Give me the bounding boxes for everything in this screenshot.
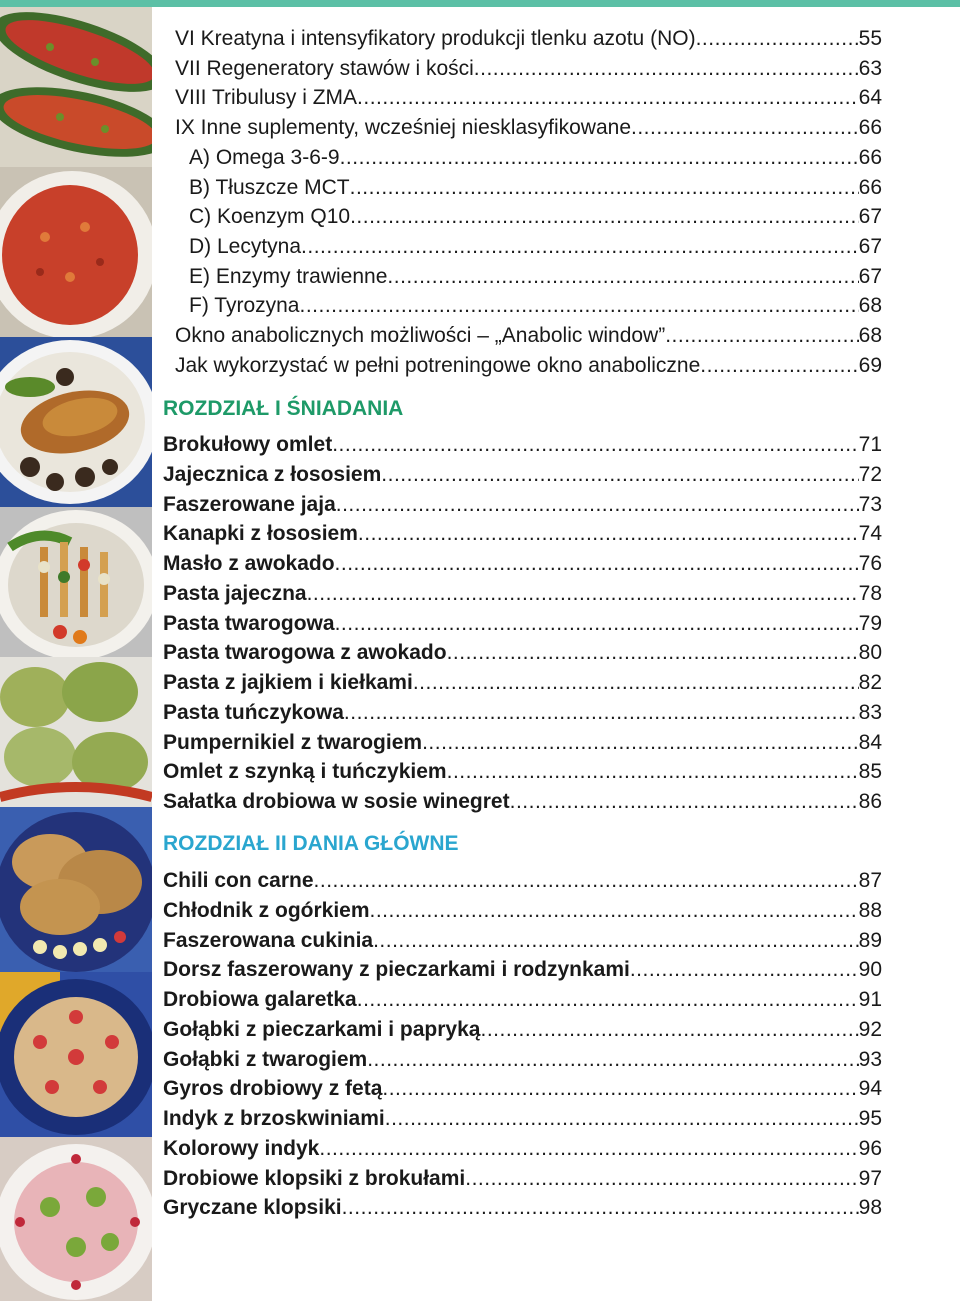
dot-leader xyxy=(335,551,859,577)
entry-title: Faszerowana cukinia xyxy=(163,928,374,952)
entry-title: Drobiowa galaretka xyxy=(163,988,357,1011)
entry-title: Dorsz faszerowany z pieczarkami i rodzynkami xyxy=(163,958,630,982)
entry-page-number: 63 xyxy=(858,56,882,80)
entry-title: Masło z awokado xyxy=(163,552,335,575)
entry-title: Jak wykorzystać w pełni potreningowe okno anaboliczne xyxy=(175,353,701,377)
entry-page-number: 66 xyxy=(858,175,882,199)
toc-entry[interactable] xyxy=(189,234,882,260)
entry-page-number: 90 xyxy=(858,958,882,982)
recipe-entry[interactable] xyxy=(163,868,882,894)
recipe-entry[interactable] xyxy=(163,1047,882,1073)
toc-entry[interactable] xyxy=(189,204,882,230)
entry-title: IX Inne suplementy, wcześniej niesklasyfikowane xyxy=(175,116,632,140)
entry-title: Pasta twarogowa xyxy=(163,611,335,635)
entry-page-number: 87 xyxy=(858,869,882,892)
dot-leader xyxy=(465,1166,858,1192)
entry-title: D) Lecytyna xyxy=(189,234,302,258)
entry-page-number: 66 xyxy=(858,145,882,169)
entry-title: VIII Tribulusy i ZMA xyxy=(175,86,358,110)
recipe-entry[interactable] xyxy=(163,1195,882,1221)
dot-leader xyxy=(340,145,859,171)
entry-page-number: 96 xyxy=(858,1136,882,1160)
entry-title: Omlet z szynką i tuńczykiem xyxy=(163,760,447,784)
dot-leader xyxy=(631,115,859,141)
dot-leader xyxy=(385,1106,859,1132)
recipe-entry[interactable] xyxy=(163,462,882,488)
entry-page-number: 93 xyxy=(858,1047,882,1071)
toc-entry[interactable] xyxy=(189,175,882,201)
dot-leader xyxy=(358,521,859,547)
entry-title: Kolorowy indyk xyxy=(163,1136,320,1160)
entry-title: Pasta twarogowa z awokado xyxy=(163,641,447,665)
entry-title: B) Tłuszcze MCT xyxy=(189,175,350,199)
entry-title: Pasta tuńczykowa xyxy=(163,700,344,724)
entry-title: Faszerowane jaja xyxy=(163,492,336,516)
recipe-entry[interactable] xyxy=(163,700,882,726)
entry-page-number: 55 xyxy=(858,27,882,50)
entry-title: VI Kreatyna i intensyfikatory produkcji tlenku azotu (NO) xyxy=(175,27,696,50)
dot-leader xyxy=(387,264,858,290)
recipe-entry[interactable] xyxy=(163,432,882,458)
toc-entry[interactable] xyxy=(175,26,882,52)
entry-page-number: 67 xyxy=(858,234,882,258)
entry-title: Kanapki z łososiem xyxy=(163,522,358,546)
recipe-entry[interactable] xyxy=(163,551,882,577)
entry-page-number: 85 xyxy=(858,760,882,784)
chapter-2-heading: ROZDZIAŁ II DANIA GŁÓWNE xyxy=(163,832,459,855)
dot-leader xyxy=(447,759,859,785)
recipe-entry[interactable] xyxy=(163,898,882,924)
dot-leader xyxy=(700,353,858,379)
dot-leader xyxy=(373,928,859,954)
dot-leader xyxy=(332,432,858,458)
entry-page-number: 74 xyxy=(858,522,882,546)
entry-title: Gołąbki z twarogiem xyxy=(163,1047,368,1071)
recipe-entry[interactable] xyxy=(163,521,882,547)
recipe-entry[interactable] xyxy=(163,492,882,518)
dot-leader xyxy=(307,581,859,607)
entry-page-number: 76 xyxy=(858,552,882,575)
entry-title: Gołąbki z pieczarkami i papryką xyxy=(163,1017,481,1041)
recipe-entry[interactable] xyxy=(163,1017,882,1043)
entry-page-number: 68 xyxy=(858,324,882,347)
dot-leader xyxy=(350,204,859,230)
toc-entry[interactable] xyxy=(189,264,882,290)
entry-page-number: 72 xyxy=(858,462,882,486)
dot-leader xyxy=(319,1136,858,1162)
dot-leader xyxy=(480,1017,858,1043)
entry-page-number: 92 xyxy=(858,1017,882,1041)
entry-title: Chłodnik z ogórkiem xyxy=(163,898,370,922)
entry-title: Indyk z brzoskwiniami xyxy=(163,1107,385,1130)
dot-leader xyxy=(336,492,859,518)
entry-title: Brokułowy omlet xyxy=(163,433,333,456)
entry-title: Pumpernikiel z twarogiem xyxy=(163,730,423,754)
dot-leader xyxy=(301,234,859,260)
entry-page-number: 68 xyxy=(858,294,882,318)
dot-leader xyxy=(357,85,859,111)
entry-title: A) Omega 3-6-9 xyxy=(189,145,340,169)
dot-leader xyxy=(370,898,859,924)
entry-page-number: 71 xyxy=(858,433,882,456)
recipe-entry[interactable] xyxy=(163,1106,882,1132)
entry-page-number: 64 xyxy=(858,86,882,110)
dot-leader xyxy=(630,957,859,983)
recipe-entry[interactable] xyxy=(163,1076,882,1102)
entry-page-number: 78 xyxy=(858,581,882,605)
entry-page-number: 97 xyxy=(858,1166,882,1190)
entry-title: Chili con carne xyxy=(163,869,314,892)
toc-entry[interactable] xyxy=(175,115,882,141)
entry-page-number: 84 xyxy=(858,730,882,754)
entry-page-number: 89 xyxy=(858,928,882,952)
recipe-entry[interactable] xyxy=(163,581,882,607)
recipe-entry[interactable] xyxy=(163,670,882,696)
toc-entry[interactable] xyxy=(189,145,882,171)
dot-leader xyxy=(381,462,858,488)
entry-page-number: 94 xyxy=(858,1077,882,1101)
entry-title: Sałatka drobiowa w sosie winegret xyxy=(163,790,510,813)
toc-entry[interactable] xyxy=(175,353,882,379)
entry-page-number: 86 xyxy=(858,790,882,813)
entry-page-number: 91 xyxy=(858,988,882,1011)
entry-page-number: 95 xyxy=(858,1107,882,1130)
entry-title: Gryczane klopsiki xyxy=(163,1196,342,1220)
recipe-entry[interactable] xyxy=(163,640,882,666)
entry-page-number: 83 xyxy=(858,700,882,724)
dot-leader xyxy=(299,293,858,319)
entry-title: Okno anabolicznych możliwości – „Anabolic window” xyxy=(175,324,666,347)
entry-title: F) Tyrozyna xyxy=(189,294,300,318)
dot-leader xyxy=(350,175,859,201)
chapter-1-heading: ROZDZIAŁ I ŚNIADANIA xyxy=(163,397,404,420)
recipe-entry[interactable] xyxy=(163,789,882,815)
recipe-entry[interactable] xyxy=(163,611,882,637)
toc-entry[interactable] xyxy=(175,85,882,111)
entry-page-number: 67 xyxy=(858,264,882,288)
dot-leader xyxy=(344,700,859,726)
recipe-entry[interactable] xyxy=(163,987,882,1013)
toc-entry[interactable] xyxy=(189,293,882,319)
entry-page-number: 73 xyxy=(858,492,882,516)
toc-entry[interactable] xyxy=(175,56,882,82)
dot-leader xyxy=(382,1076,858,1102)
entry-title: Drobiowe klopsiki z brokułami xyxy=(163,1166,466,1190)
entry-page-number: 82 xyxy=(858,671,882,694)
entry-page-number: 80 xyxy=(858,641,882,665)
entry-page-number: 66 xyxy=(858,116,882,140)
entry-title: VII Regeneratory stawów i kości xyxy=(175,56,474,80)
dot-leader xyxy=(696,26,859,52)
dot-leader xyxy=(314,868,859,894)
dot-leader xyxy=(510,789,859,815)
dot-leader xyxy=(474,56,859,82)
recipe-entry[interactable] xyxy=(163,730,882,756)
entry-page-number: 79 xyxy=(858,611,882,635)
entry-title: E) Enzymy trawienne xyxy=(189,264,388,288)
recipe-entry[interactable] xyxy=(163,1136,882,1162)
entry-page-number: 88 xyxy=(858,898,882,922)
entry-title: Pasta jajeczna xyxy=(163,581,307,605)
dot-leader xyxy=(335,611,859,637)
entry-page-number: 98 xyxy=(858,1196,882,1220)
entry-page-number: 67 xyxy=(858,205,882,229)
entry-title: Gyros drobiowy z fetą xyxy=(163,1077,383,1101)
entry-title: C) Koenzym Q10 xyxy=(189,205,351,229)
dot-leader xyxy=(367,1047,858,1073)
dot-leader xyxy=(413,670,859,696)
toc-entry[interactable] xyxy=(175,323,882,349)
recipe-entry[interactable] xyxy=(163,759,882,785)
dot-leader xyxy=(447,640,859,666)
entry-title: Jajecznica z łososiem xyxy=(163,462,382,486)
recipe-entry[interactable] xyxy=(163,1166,882,1192)
entry-title: Pasta z jajkiem i kiełkami xyxy=(163,671,413,694)
recipe-entry[interactable] xyxy=(163,928,882,954)
dot-leader xyxy=(422,730,859,756)
entry-page-number: 69 xyxy=(858,353,882,377)
dot-leader xyxy=(357,987,859,1013)
dot-leader xyxy=(665,323,858,349)
dot-leader xyxy=(342,1195,859,1221)
recipe-entry[interactable] xyxy=(163,957,882,983)
